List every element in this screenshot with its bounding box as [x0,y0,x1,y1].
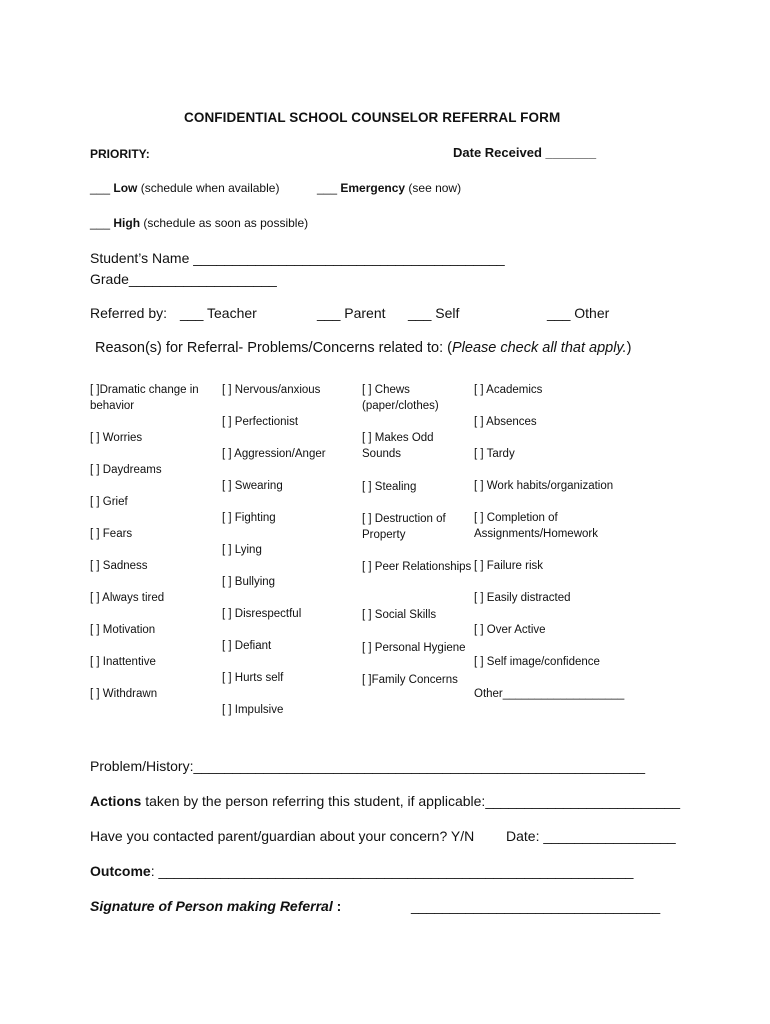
checkbox-swearing[interactable]: [ ] Swearing [222,480,283,492]
grade-field[interactable]: Grade___________________ [90,271,277,287]
referred-by-parent-option[interactable]: ___ Parent [317,305,386,321]
checkbox-social-skills[interactable]: [ ] Social Skills [362,609,437,621]
checkbox-absences[interactable]: [ ] Absences [474,416,537,428]
actions-label-rest: taken by the person referring this student, if applicable:_________________________ [141,793,680,809]
reasons-heading-instruction: Please check all that apply. [452,340,627,356]
priority-low-note: (schedule when available) [137,181,280,195]
checkbox-peer-relationships[interactable]: [ ] Peer Relationships [362,561,472,573]
checkbox-impulsive[interactable]: [ ] Impulsive [222,704,284,716]
outcome-label-rest: : _____________________________________________________________ [150,863,634,879]
signature-label-colon: : [332,898,342,914]
checkbox-makes-odd-sounds[interactable]: [ ] Makes Odd Sounds [362,432,434,460]
checkbox-sadness[interactable]: [ ] Sadness [90,560,148,572]
signature-field[interactable]: ________________________________ [411,898,661,914]
problem-history-field[interactable]: Problem/History:__________________________________________________________ [90,758,646,774]
checkbox-worries[interactable]: [ ] Worries [90,432,143,444]
referred-by-other-option[interactable]: ___ Other [547,305,610,321]
outcome-label-bold: Outcome [90,863,151,879]
checkbox-fears[interactable]: [ ] Fears [90,528,133,540]
priority-high-option[interactable] [90,216,308,230]
contact-date-field[interactable]: Date: _________________ [506,828,676,844]
priority-low-blank: ___ [90,181,114,195]
priority-emergency-note: (see now) [405,181,462,195]
checkbox-always-tired[interactable]: [ ] Always tired [90,592,165,604]
checkbox-work-habits[interactable]: [ ] Work habits/organization [474,480,614,492]
outcome-field[interactable] [90,863,633,879]
reasons-heading-suffix: ) [626,340,632,356]
parent-contacted-question[interactable]: Have you contacted parent/guardian about your concern? Y/N [90,828,475,844]
checkbox-failure-risk[interactable]: [ ] Failure risk [474,560,544,572]
priority-label: PRIORITY: [90,147,150,161]
checkbox-hurts-self[interactable]: [ ] Hurts self [222,672,284,684]
priority-high-note: (schedule as soon as possible) [140,216,309,230]
checkbox-aggression-anger[interactable]: [ ] Aggression/Anger [222,448,326,460]
date-received-field[interactable]: Date Received _______ [453,145,597,160]
other-field[interactable]: Other___________________ [474,688,625,700]
checkbox-nervous-anxious[interactable]: [ ] Nervous/anxious [222,384,321,396]
checkbox-motivation[interactable]: [ ] Motivation [90,624,156,636]
checkbox-disrespectful[interactable]: [ ] Disrespectful [222,608,302,620]
checkbox-fighting[interactable]: [ ] Fighting [222,512,276,524]
checkbox-chews[interactable]: [ ] Chews (paper/clothes) [362,384,439,412]
priority-emergency-label: Emergency [340,181,406,195]
referred-by-label: Referred by: [90,305,168,321]
checkbox-perfectionist[interactable]: [ ] Perfectionist [222,416,299,428]
checkbox-family-concerns[interactable]: [ ]Family Concerns [362,674,458,686]
priority-high-label: High [113,216,141,230]
form-title: CONFIDENTIAL SCHOOL COUNSELOR REFERRAL FORM [184,110,561,125]
reasons-heading [95,340,631,356]
priority-emergency-option[interactable] [317,181,461,195]
signature-label-text: Signature of Person making Referral [90,898,333,914]
priority-emergency-blank: ___ [317,181,341,195]
priority-low-label: Low [113,181,138,195]
checkbox-destruction-of-property[interactable]: [ ] Destruction of Property [362,513,446,541]
student-name-field[interactable]: Student’s Name ________________________________________ [90,250,505,266]
checkbox-defiant[interactable]: [ ] Defiant [222,640,272,652]
priority-high-blank: ___ [90,216,114,230]
checkbox-bullying[interactable]: [ ] Bullying [222,576,276,588]
checkbox-completion-of-assignments[interactable]: [ ] Completion of Assignments/Homework [474,512,598,540]
signature-label [90,898,341,914]
checkbox-self-image[interactable]: [ ] Self image/confidence [474,656,600,668]
checkbox-inattentive[interactable]: [ ] Inattentive [90,656,156,668]
checkbox-dramatic-change[interactable]: [ ]Dramatic change in behavior [90,384,199,412]
checkbox-personal-hygiene[interactable]: [ ] Personal Hygiene [362,642,466,654]
checkbox-daydreams[interactable]: [ ] Daydreams [90,464,162,476]
checkbox-withdrawn[interactable]: [ ] Withdrawn [90,688,158,700]
checkbox-grief[interactable]: [ ] Grief [90,496,128,508]
actions-field[interactable] [90,793,680,809]
actions-label-bold: Actions [90,793,142,809]
checkbox-easily-distracted[interactable]: [ ] Easily distracted [474,592,571,604]
checkbox-tardy[interactable]: [ ] Tardy [474,448,515,460]
checkbox-academics[interactable]: [ ] Academics [474,384,543,396]
checkbox-lying[interactable]: [ ] Lying [222,544,262,556]
checkbox-stealing[interactable]: [ ] Stealing [362,481,417,493]
reasons-heading-prefix: Reason(s) for Referral- Problems/Concerns related to: ( [95,340,452,356]
referred-by-self-option[interactable]: ___ Self [408,305,460,321]
referred-by-teacher-option[interactable]: ___ Teacher [180,305,257,321]
checkbox-over-active[interactable]: [ ] Over Active [474,624,546,636]
priority-low-option[interactable] [90,181,279,195]
